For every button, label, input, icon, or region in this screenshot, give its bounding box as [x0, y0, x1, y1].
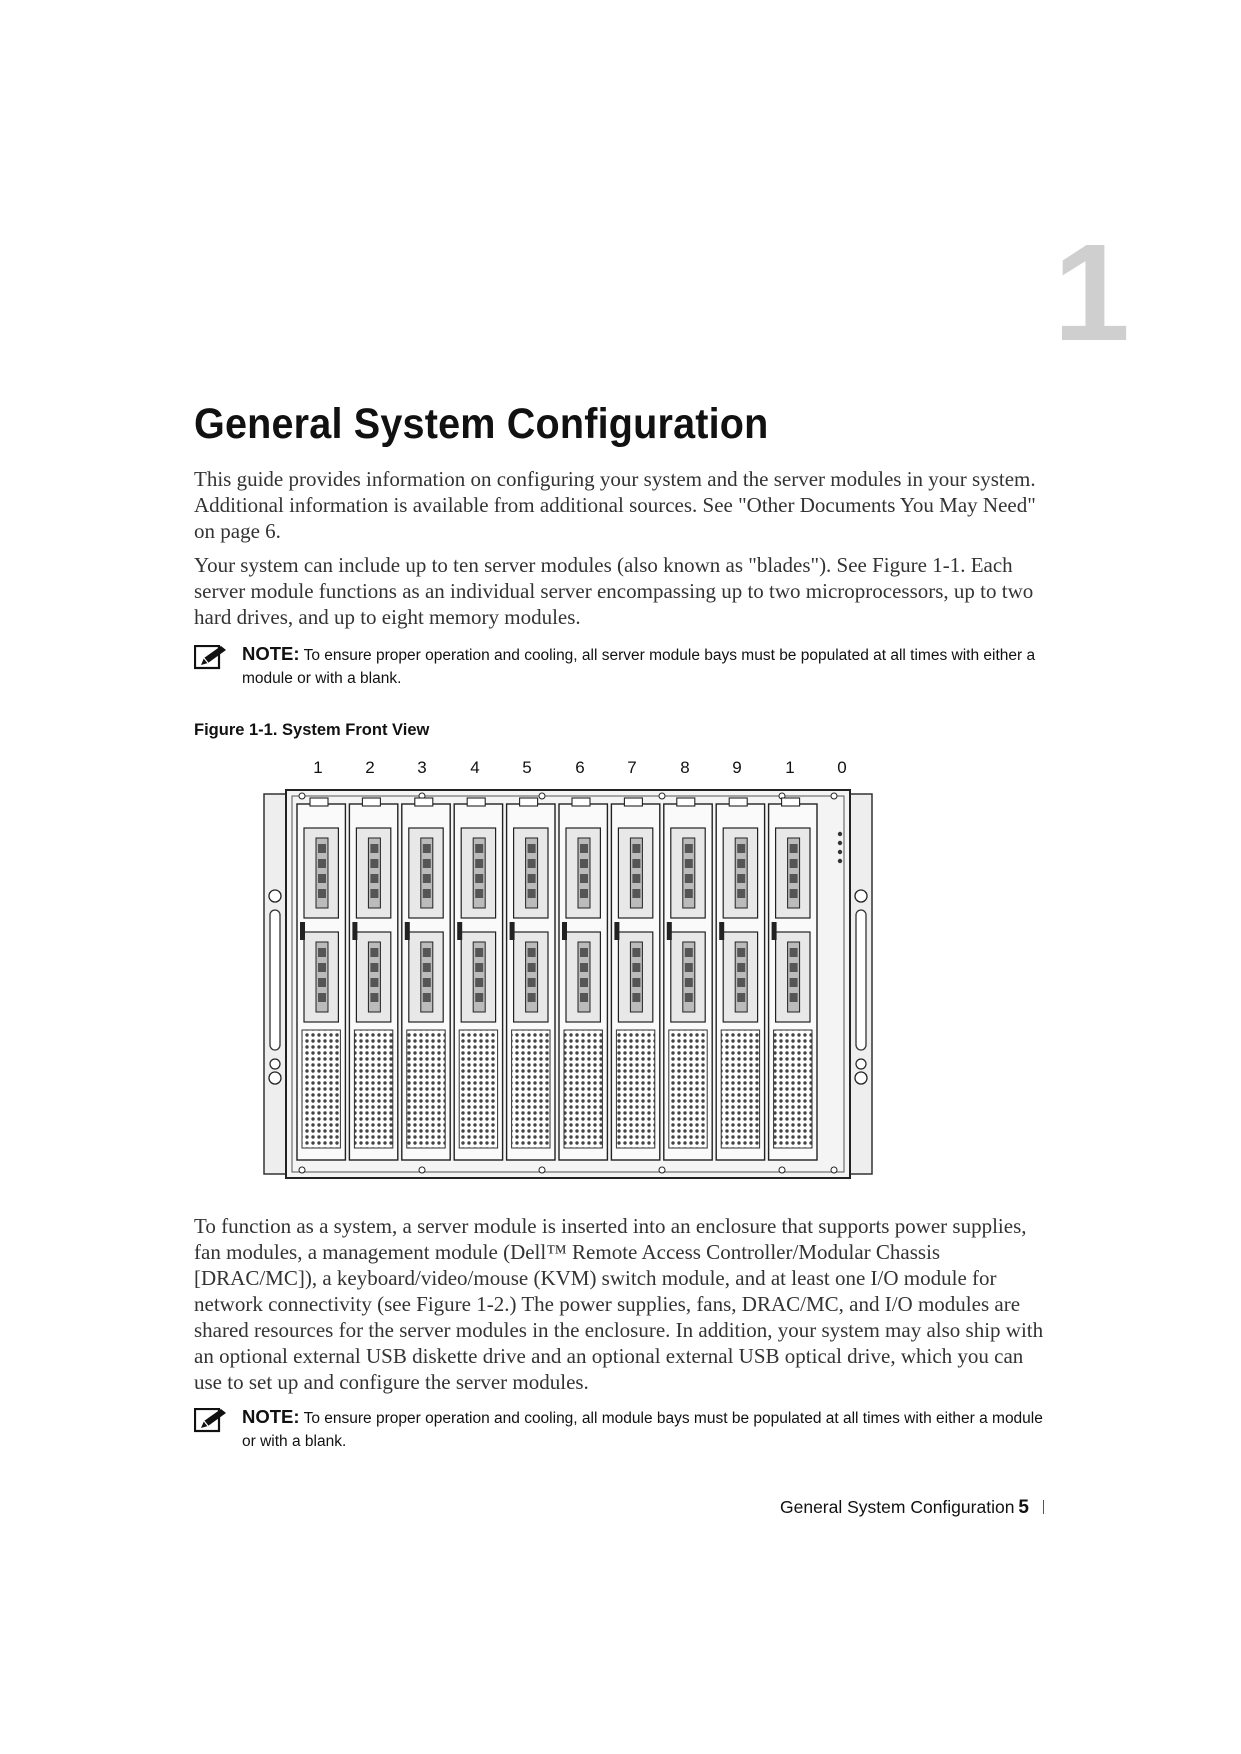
status-led	[838, 850, 842, 854]
note-module-bays	[194, 1405, 1054, 1453]
drive-vent	[528, 889, 536, 898]
drive-vent	[475, 874, 483, 883]
bay-label: 9	[732, 758, 742, 777]
drive-vent	[685, 889, 693, 898]
module-handle	[520, 798, 538, 806]
drive-vent	[632, 993, 640, 1002]
chassis-screw	[299, 793, 305, 799]
drive-vent	[632, 948, 640, 957]
drive-vent	[528, 963, 536, 972]
server-module	[716, 798, 764, 1160]
module-handle	[729, 798, 747, 806]
page-title: General System Configuration	[194, 400, 769, 448]
module-handle	[415, 798, 433, 806]
drive-vent	[370, 963, 378, 972]
drive-vent	[685, 993, 693, 1002]
front-port	[300, 922, 305, 940]
front-port	[614, 922, 619, 940]
drive-vent	[790, 978, 798, 987]
rail-handle	[856, 910, 866, 1050]
drive-vent	[423, 874, 431, 883]
drive-vent	[580, 889, 588, 898]
drive-vent	[580, 963, 588, 972]
page-number: 5	[1018, 1497, 1029, 1518]
page-footer	[700, 1497, 1044, 1519]
vent-grill	[616, 1030, 654, 1148]
drive-vent	[528, 874, 536, 883]
drive-vent	[423, 889, 431, 898]
drive-vent	[685, 978, 693, 987]
rail-latch	[856, 1059, 866, 1069]
bay-label: 3	[417, 758, 427, 777]
rail-latch	[270, 1059, 280, 1069]
drive-vent	[790, 844, 798, 853]
chassis-screw	[779, 1167, 785, 1173]
pencil-note-icon	[194, 645, 228, 671]
drive-vent	[580, 993, 588, 1002]
vent-grill	[302, 1030, 340, 1148]
drive-vent	[528, 948, 536, 957]
drive-vent	[528, 859, 536, 868]
drive-vent	[370, 978, 378, 987]
drive-vent	[370, 993, 378, 1002]
note-server-bays	[194, 642, 1054, 690]
drive-vent	[737, 874, 745, 883]
drive-vent	[475, 889, 483, 898]
thumbscrew	[855, 890, 867, 902]
drive-vent	[318, 844, 326, 853]
note-label: NOTE:	[242, 1406, 300, 1427]
drive-vent	[475, 948, 483, 957]
status-led	[838, 832, 842, 836]
bay-label: 1	[313, 758, 323, 777]
drive-vent	[632, 889, 640, 898]
drive-vent	[685, 948, 693, 957]
module-handle	[310, 798, 328, 806]
drive-vent	[685, 963, 693, 972]
drive-vent	[318, 874, 326, 883]
front-port	[457, 922, 462, 940]
drive-vent	[528, 844, 536, 853]
pencil-note-icon	[194, 1408, 228, 1434]
server-module	[507, 798, 555, 1160]
bay-label: 0	[837, 758, 847, 777]
front-port	[719, 922, 724, 940]
drive-vent	[685, 844, 693, 853]
chassis-screw	[419, 1167, 425, 1173]
drive-vent	[475, 993, 483, 1002]
chassis-screw	[539, 793, 545, 799]
drive-vent	[580, 948, 588, 957]
drive-vent	[580, 844, 588, 853]
footer-divider	[1043, 1500, 1044, 1514]
bay-label: 8	[680, 758, 690, 777]
drive-vent	[790, 889, 798, 898]
front-port	[667, 922, 672, 940]
note-text: To ensure proper operation and cooling, all server module bays must be populated at all times with either a module or with a blank.	[242, 647, 1036, 687]
module-handle	[782, 798, 800, 806]
vent-grill	[721, 1030, 759, 1148]
drive-vent	[318, 993, 326, 1002]
drive-vent	[423, 978, 431, 987]
drive-vent	[737, 844, 745, 853]
drive-vent	[370, 874, 378, 883]
module-handle	[572, 798, 590, 806]
module-handle	[677, 798, 695, 806]
front-port	[405, 922, 410, 940]
drive-vent	[370, 889, 378, 898]
server-module	[769, 798, 817, 1160]
drive-vent	[475, 859, 483, 868]
drive-vent	[632, 978, 640, 987]
drive-vent	[790, 993, 798, 1002]
vent-grill	[407, 1030, 445, 1148]
status-led	[838, 841, 842, 845]
bay-label: 1	[785, 758, 795, 777]
drive-vent	[790, 948, 798, 957]
chassis-screw	[659, 793, 665, 799]
drive-vent	[580, 859, 588, 868]
server-module	[611, 798, 659, 1160]
system-front-view-figure	[262, 786, 874, 1182]
drive-vent	[318, 889, 326, 898]
bay-label: 2	[365, 758, 375, 777]
chassis-screw	[659, 1167, 665, 1173]
drive-vent	[790, 963, 798, 972]
vent-grill	[774, 1030, 812, 1148]
enclosure-paragraph: To function as a system, a server module is inserted into an enclosure that supports power supplies, fan modules, a management module (Dell™ Remote Access Controller/Modular Chassis [DRAC/MC]), a keyboard/video/mouse (KVM) switch module, and at least one I/O module for network connectivity (see Figure 1-2.) The power supplies, fans, DRAC/MC, and I/O modules are shared resources for the server modules in the enclosure. In addition, your system may also ship with an optional external USB diskette drive and an optional external USB optical drive, which you can use to set up and configure the server modules.	[194, 1214, 1044, 1394]
drive-vent	[423, 963, 431, 972]
front-port	[562, 922, 567, 940]
bay-label: 6	[575, 758, 585, 777]
drive-vent	[632, 844, 640, 853]
server-module	[297, 798, 345, 1160]
drive-vent	[632, 874, 640, 883]
server-module	[454, 798, 502, 1160]
drive-vent	[370, 948, 378, 957]
drive-vent	[790, 859, 798, 868]
chassis-screw	[299, 1167, 305, 1173]
thumbscrew	[269, 890, 281, 902]
drive-vent	[685, 874, 693, 883]
drive-vent	[318, 978, 326, 987]
front-port	[510, 922, 515, 940]
drive-vent	[790, 874, 798, 883]
drive-vent	[423, 859, 431, 868]
drive-vent	[370, 859, 378, 868]
server-module	[349, 798, 397, 1160]
rail-handle	[270, 910, 280, 1050]
note-label: NOTE:	[242, 643, 300, 664]
drive-vent	[737, 963, 745, 972]
vent-grill	[459, 1030, 497, 1148]
vent-grill	[512, 1030, 550, 1148]
drive-vent	[737, 993, 745, 1002]
drive-vent	[632, 963, 640, 972]
drive-vent	[318, 948, 326, 957]
vent-grill	[564, 1030, 602, 1148]
drive-vent	[632, 859, 640, 868]
drive-vent	[528, 978, 536, 987]
module-handle	[624, 798, 642, 806]
drive-vent	[737, 978, 745, 987]
drive-vent	[685, 859, 693, 868]
drive-vent	[423, 844, 431, 853]
drive-vent	[475, 844, 483, 853]
module-handle	[467, 798, 485, 806]
drive-vent	[370, 844, 378, 853]
front-port	[772, 922, 777, 940]
bay-label: 5	[522, 758, 532, 777]
chapter-number: 1	[1053, 216, 1130, 370]
bay-label: 4	[470, 758, 480, 777]
module-handle	[362, 798, 380, 806]
drive-vent	[318, 963, 326, 972]
drive-vent	[318, 859, 326, 868]
thumbscrew	[855, 1072, 867, 1084]
note-text: To ensure proper operation and cooling, all module bays must be populated at all times with either a module or with a blank.	[242, 1410, 1043, 1450]
server-module	[559, 798, 607, 1160]
figure-caption: Figure 1-1. System Front View	[194, 721, 430, 739]
drive-vent	[580, 978, 588, 987]
chassis-screw	[831, 793, 837, 799]
drive-vent	[737, 859, 745, 868]
server-module	[402, 798, 450, 1160]
bay-label: 7	[627, 758, 637, 777]
blades-paragraph: Your system can include up to ten server modules (also known as "blades"). See Figure 1-1. Each server module functions as an individual server encompassing up to two microprocessors, up to two hard drives, and up to eight memory modules.	[194, 553, 1034, 629]
intro-paragraph: This guide provides information on configuring your system and the server modules in your system. Additional information is available from additional sources. See "Other Documents You May Need" on page 6.	[194, 467, 1036, 543]
drive-vent	[737, 889, 745, 898]
thumbscrew	[269, 1072, 281, 1084]
drive-vent	[475, 963, 483, 972]
drive-vent	[423, 993, 431, 1002]
drive-vent	[737, 948, 745, 957]
chassis-screw	[831, 1167, 837, 1173]
drive-vent	[580, 874, 588, 883]
drive-vent	[423, 948, 431, 957]
drive-vent	[475, 978, 483, 987]
drive-vent	[528, 993, 536, 1002]
bay-labels	[0, 758, 1241, 782]
chassis-screw	[539, 1167, 545, 1173]
footer-section: General System Configuration	[780, 1497, 1015, 1517]
vent-grill	[669, 1030, 707, 1148]
status-led	[838, 859, 842, 863]
vent-grill	[354, 1030, 392, 1148]
front-port	[352, 922, 357, 940]
server-module	[664, 798, 712, 1160]
